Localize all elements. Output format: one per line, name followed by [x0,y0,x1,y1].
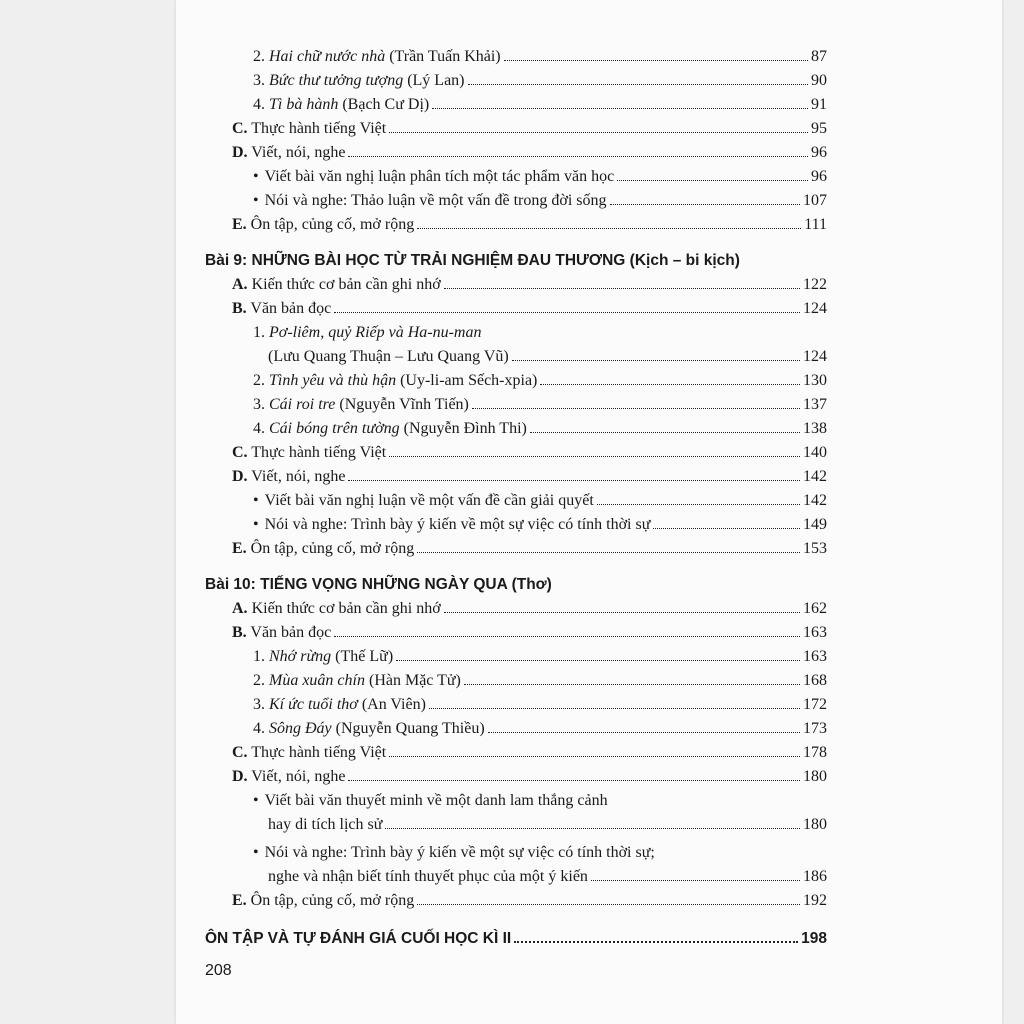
toc-entry-final-review[interactable] [205,927,827,951]
toc-entry-bullet[interactable] [205,165,827,189]
lesson-genre: (Kịch – bi kịch) [629,252,740,269]
lesson-10-heading[interactable] [205,573,827,597]
entry-letter: A. [232,600,248,617]
entry-text: Kiến thức cơ bản cần ghi nhớ [251,600,441,617]
leader-dots [389,756,800,757]
leader-dots [396,660,800,661]
entry-page: 192 [803,892,827,909]
toc-entry-van-ban-doc[interactable] [205,297,827,321]
lesson-title: Bài 9: NHỮNG BÀI HỌC TỪ TRẢI NGHIỆM ĐAU THƯƠNG [205,252,626,269]
leader-dots [468,84,808,85]
lesson-9-heading[interactable] [205,249,827,273]
toc-entry-hai-chu-nuoc-nha[interactable] [205,45,827,69]
toc-entry-on-tap[interactable] [205,889,827,913]
entry-page: 124 [803,300,827,317]
entry-number: 2. [253,372,265,389]
leader-dots [512,360,800,361]
leader-dots [472,408,800,409]
leader-dots [653,528,800,529]
entry-number: 3. [253,696,265,713]
toc-entry-thuc-hanh-tieng-viet[interactable] [205,741,827,765]
toc-entry-po-liem-author[interactable] [205,345,827,369]
toc-entry-on-tap[interactable] [205,213,827,237]
entry-text: ÔN TẬP VÀ TỰ ĐÁNH GIÁ CUỐI HỌC KÌ II [205,930,512,947]
entry-page: 142 [803,468,827,485]
entry-author: (Trần Tuấn Khải) [389,48,501,65]
bullet-icon: • [253,792,259,809]
toc-entry-song-day[interactable] [205,717,827,741]
entry-letter: E. [232,892,247,909]
entry-title: Hai chữ nước nhà [269,48,386,65]
page-number: 208 [205,962,232,979]
entry-letter: D. [232,468,248,485]
bullet-icon: • [253,168,259,185]
leader-dots [389,132,808,133]
entry-author: (Uy-li-am Sếch-xpia) [400,372,538,389]
leader-dots [610,204,801,205]
entry-page: 96 [811,144,827,161]
entry-page: 180 [803,816,827,833]
leader-dots [597,504,800,505]
entry-number: 4. [253,96,265,113]
leader-dots [334,636,800,637]
entry-text: Nói và nghe: Trình bày ý kiến về một sự việc có tính thời sự [264,516,651,533]
lesson-genre: (Thơ) [511,576,552,593]
toc-entry-bullet-line1[interactable] [205,789,827,813]
entry-letter: E. [232,216,247,233]
entry-title: Kí ức tuổi thơ [269,696,358,713]
toc-entry-thuc-hanh-tieng-viet[interactable] [205,117,827,141]
entry-page: 178 [803,744,827,761]
entry-text: Văn bản đọc [250,300,332,317]
toc-entry-kien-thuc[interactable] [205,273,827,297]
table-of-contents [205,45,827,951]
toc-entry-nho-rung[interactable] [205,645,827,669]
leader-dots [348,156,808,157]
entry-author: (Nguyễn Đình Thi) [403,420,527,437]
entry-author: (An Viên) [361,696,426,713]
leader-dots [348,480,800,481]
entry-page: 130 [803,372,827,389]
entry-text: Viết bài văn nghị luận về một vấn đề cần giải quyết [264,492,594,509]
toc-entry-viet-noi-nghe[interactable] [205,765,827,789]
entry-text: Viết, nói, nghe [251,468,346,485]
leader-dots [514,941,798,943]
entry-title: Tì bà hành [269,96,339,113]
leader-dots [617,180,808,181]
toc-entry-bullet-line1[interactable] [205,841,827,865]
bullet-icon: • [253,492,259,509]
entry-number: 2. [253,48,265,65]
entry-page: 168 [803,672,827,689]
leader-dots [591,880,800,881]
entry-page: 90 [811,72,827,89]
entry-author: (Bạch Cư Dị) [342,96,430,113]
entry-page: 137 [803,396,827,413]
entry-author: (Nguyễn Quang Thiều) [335,720,485,737]
entry-text: nghe và nhận biết tính thuyết phục của một ý kiến [268,868,588,885]
entry-text: Nói và nghe: Thảo luận về một vấn đề trong đời sống [264,192,607,209]
leader-dots [444,612,800,613]
entry-page: 140 [803,444,827,461]
entry-page: 180 [803,768,827,785]
entry-letter: E. [232,540,247,557]
entry-author: (Hàn Mặc Tử) [368,672,461,689]
entry-page: 163 [803,624,827,641]
entry-text: Viết, nói, nghe [251,144,346,161]
toc-entry-bullet-line2[interactable] [205,865,827,889]
entry-title: Sông Đáy [269,720,332,737]
leader-dots [334,312,800,313]
entry-page: 173 [803,720,827,737]
leader-dots [429,708,800,709]
entry-text: Ôn tập, củng cố, mở rộng [250,892,415,909]
leader-dots [385,828,800,829]
entry-page: 122 [803,276,827,293]
entry-letter: C. [232,444,248,461]
leader-dots [444,288,800,289]
toc-entry-kien-thuc[interactable] [205,597,827,621]
entry-author: (Lưu Quang Thuận – Lưu Quang Vũ) [268,348,509,365]
toc-entry-viet-noi-nghe[interactable] [205,141,827,165]
bullet-icon: • [253,516,259,533]
entry-text: Thực hành tiếng Việt [251,744,387,761]
entry-title: Cái roi tre [269,396,336,413]
toc-entry-bullet[interactable] [205,189,827,213]
entry-text: Nói và nghe: Trình bày ý kiến về một sự việc có tính thời sự; [264,844,655,861]
entry-page: 107 [803,192,827,209]
entry-author: (Thế Lữ) [335,648,394,665]
toc-entry-bullet[interactable] [205,489,827,513]
entry-page: 142 [803,492,827,509]
entry-page: 149 [803,516,827,533]
toc-entry-bullet-line2[interactable] [205,813,827,837]
toc-entry-van-ban-doc[interactable] [205,621,827,645]
entry-page: 198 [801,930,827,947]
entry-text: Ôn tập, củng cố, mở rộng [250,216,415,233]
toc-entry-on-tap[interactable] [205,537,827,561]
bullet-icon: • [253,844,259,861]
entry-title: Bức thư tưởng tượng [269,72,404,89]
entry-page: 124 [803,348,827,365]
entry-page: 162 [803,600,827,617]
entry-page: 163 [803,648,827,665]
bullet-icon: • [253,192,259,209]
toc-entry-ki-uc-tuoi-tho[interactable] [205,693,827,717]
toc-entry-thuc-hanh-tieng-viet[interactable] [205,441,827,465]
toc-entry-cai-bong-tren-tuong[interactable] [205,417,827,441]
leader-dots [417,552,800,553]
entry-number: 3. [253,72,265,89]
entry-letter: D. [232,768,248,785]
entry-number: 3. [253,396,265,413]
entry-text: Ôn tập, củng cố, mở rộng [250,540,415,557]
entry-number: 4. [253,420,265,437]
entry-page: 91 [811,96,827,113]
toc-entry-tinh-yeu-thu-han[interactable] [205,369,827,393]
toc-entry-bullet[interactable] [205,513,827,537]
entry-title: Cái bóng trên tường [269,420,400,437]
entry-number: 1. [253,648,265,665]
entry-author: (Nguyễn Vĩnh Tiến) [339,396,469,413]
entry-text: Kiến thức cơ bản cần ghi nhớ [251,276,441,293]
entry-number: 1. [253,324,265,341]
entry-text: Văn bản đọc [250,624,332,641]
entry-letter: C. [232,120,248,137]
entry-page: 95 [811,120,827,137]
entry-page: 87 [811,48,827,65]
toc-entry-viet-noi-nghe[interactable] [205,465,827,489]
entry-title: Nhớ rừng [269,648,332,665]
leader-dots [464,684,800,685]
entry-title: Tình yêu và thù hận [269,372,397,389]
entry-number: 4. [253,720,265,737]
leader-dots [417,228,801,229]
entry-text: Viết, nói, nghe [251,768,346,785]
entry-page: 96 [811,168,827,185]
entry-letter: D. [232,144,248,161]
entry-text: Viết bài văn nghị luận phân tích một tác phẩm văn học [264,168,615,185]
entry-letter: B. [232,624,247,641]
toc-entry-buc-thu-tuong-tuong[interactable] [205,69,827,93]
entry-page: 172 [803,696,827,713]
leader-dots [530,432,800,433]
entry-number: 2. [253,672,265,689]
entry-text: Viết bài văn thuyết minh về một danh lam thắng cảnh [264,792,608,809]
entry-title: Mùa xuân chín [269,672,365,689]
leader-dots [389,456,800,457]
entry-letter: C. [232,744,248,761]
leader-dots [348,780,800,781]
entry-title: Pơ-liêm, quỷ Riếp và Ha-nu-man [269,324,482,341]
toc-entry-cai-roi-tre[interactable] [205,393,827,417]
toc-entry-ti-ba-hanh[interactable] [205,93,827,117]
leader-dots [504,60,808,61]
lesson-title: Bài 10: TIẾNG VỌNG NHỮNG NGÀY QUA [205,576,508,593]
toc-entry-mua-xuan-chin[interactable] [205,669,827,693]
entry-page: 138 [803,420,827,437]
toc-entry-po-liem-title[interactable] [205,321,827,345]
entry-author: (Lý Lan) [407,72,465,89]
entry-page: 153 [803,540,827,557]
leader-dots [417,904,800,905]
entry-text: Thực hành tiếng Việt [251,444,387,461]
entry-letter: A. [232,276,248,293]
leader-dots [540,384,800,385]
leader-dots [488,732,800,733]
entry-text: hay di tích lịch sử [268,816,383,833]
entry-letter: B. [232,300,247,317]
leader-dots [432,108,808,109]
entry-page: 186 [803,868,827,885]
entry-text: Thực hành tiếng Việt [251,120,387,137]
entry-page: 111 [804,216,827,233]
